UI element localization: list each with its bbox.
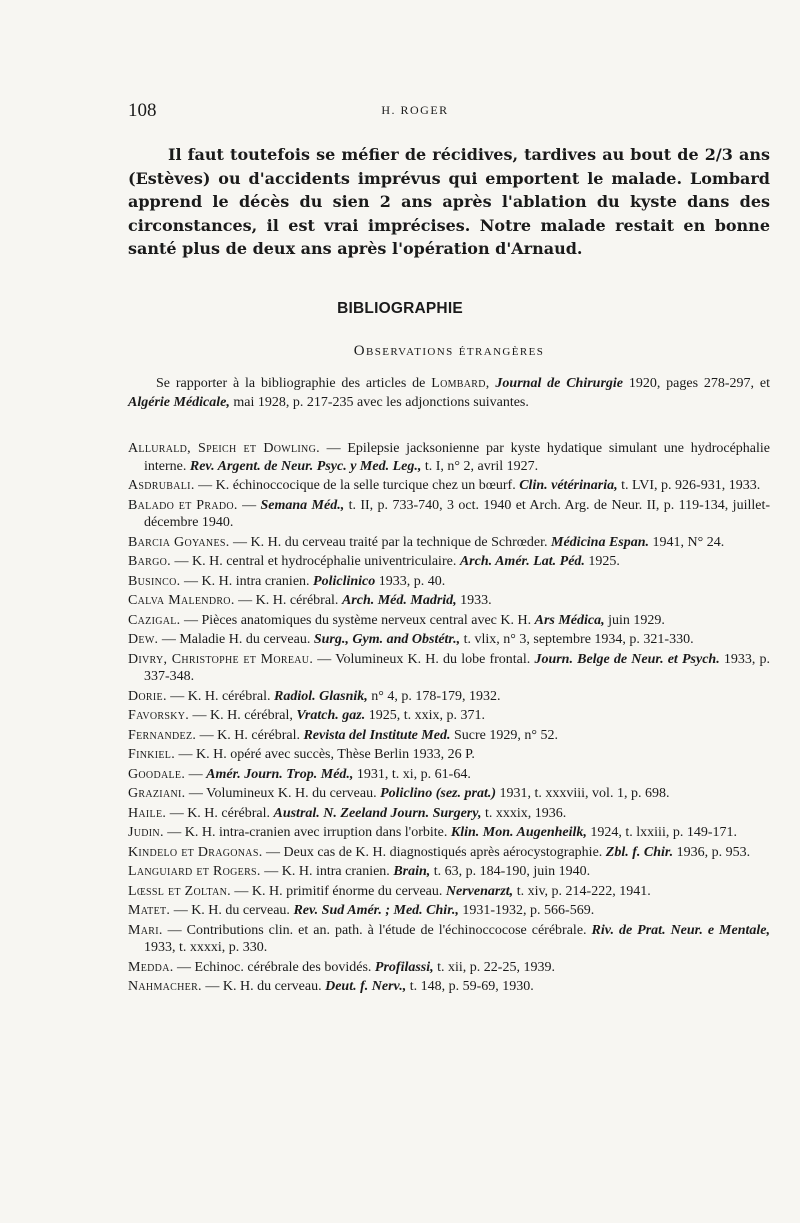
entry-text: — K. H. primitif énorme du cerveau. <box>230 883 446 899</box>
entry-source: Vratch. gaz. <box>296 708 366 723</box>
entry-source: Radiol. Glasnik, <box>274 688 368 704</box>
entry-source: Amér. Journ. Trop. Méd., <box>206 766 354 782</box>
bibliography-entry <box>128 534 770 552</box>
entry-text: — K. H. cérébral. <box>196 727 304 743</box>
entry-text: — K. H. cérébral. <box>234 593 342 608</box>
entry-authors: Fernandez. <box>128 727 197 743</box>
bibliography-entry <box>128 766 770 784</box>
entry-authors: Kindelo et Dragonas. <box>128 844 263 860</box>
bibliography-entry <box>128 440 770 475</box>
bibliography-entry <box>128 477 770 495</box>
bibliography-entry <box>128 883 770 901</box>
entry-text: — K. H. cérébral, <box>189 708 297 723</box>
entry-source: Zbl. f. Chir. <box>605 844 674 860</box>
entry-details: t. xxxix, 1936. <box>481 805 567 821</box>
entry-source: Clin. vétérinaria, <box>519 478 618 493</box>
bibliography-note <box>128 374 770 412</box>
entry-authors: Goodale. <box>128 766 186 782</box>
entry-source: Rev. Argent. de Neur. Psyc. y Med. Leg., <box>189 458 422 474</box>
entry-source: Arch. Amér. Lat. Péd. <box>459 554 585 569</box>
entry-details: t. 63, p. 184-190, juin 1940. <box>430 864 591 879</box>
entry-source: Journ. Belge de Neur. et Psych. <box>534 651 720 667</box>
section-title: BIBLIOGRAPHIE <box>337 300 463 317</box>
intro-text <box>128 143 770 261</box>
note-source-2: Algérie Médicale, <box>128 395 230 410</box>
entry-details: t. 148, p. 59-69, 1930. <box>406 979 534 994</box>
entry-text: — Volumineux K. H. du lobe frontal. <box>313 651 535 667</box>
entry-authors: Finkiel. <box>128 747 176 762</box>
bibliography-entry <box>128 746 770 764</box>
note-author: Lombard, <box>431 376 490 391</box>
entry-text: — K. H. cérébral. <box>166 688 275 704</box>
entry-text: — K. H. central et hydrocéphalie univentriculaire. <box>170 554 460 569</box>
bibliography-entry <box>128 651 770 686</box>
entry-details: 1925, t. xxix, p. 371. <box>365 708 485 723</box>
entry-source: Klin. Mon. Augenheilk, <box>450 825 587 840</box>
entry-details: 1933, p. 337-348. <box>144 651 771 684</box>
entry-details: t. xii, p. 22-25, 1939. <box>433 959 555 975</box>
entry-authors: Cazigal. <box>128 612 181 628</box>
note-source-1: Journal de Chirurgie <box>495 376 624 391</box>
entry-text: — K. H. intra cranien. <box>260 864 394 879</box>
bibliography-entry <box>128 922 770 957</box>
entry-details: 1933, p. 40. <box>375 573 446 589</box>
entry-details: n° 4, p. 178-179, 1932. <box>367 688 501 704</box>
bibliography-list <box>128 440 770 998</box>
page-header <box>128 100 702 122</box>
entry-text: — Echinoc. cérébrale des bovidés. <box>173 959 375 975</box>
entry-text: — K. H. du cerveau traité par la technique de Schrœder. <box>229 534 552 550</box>
entry-authors: Graziani. <box>128 786 186 801</box>
bibliography-entry <box>128 612 770 630</box>
entry-text: — <box>185 766 207 782</box>
bibliography-entry <box>128 805 770 823</box>
entry-authors: Dorie. <box>128 688 167 704</box>
bibliography-entry <box>128 844 770 862</box>
entry-source: Policlinico <box>313 573 376 589</box>
entry-details: t. vlix, n° 3, septembre 1934, p. 321-330. <box>460 632 694 647</box>
entry-details: 1931, t. xxxviii, vol. 1, p. 698. <box>496 786 670 801</box>
subsection-title: Observations étrangères <box>353 343 545 359</box>
entry-source: Profilassi, <box>374 959 434 975</box>
entry-text: — <box>237 497 261 513</box>
entry-source: Nervenarzt, <box>445 883 514 899</box>
entry-authors: Businco. <box>128 573 181 589</box>
entry-authors: Haile. <box>128 805 167 821</box>
entry-text: — K. H. du cerveau. <box>201 979 326 994</box>
entry-details: 1936, p. 953. <box>673 844 751 860</box>
entry-authors: Balado et Prado. <box>128 497 238 513</box>
entry-details: t. I, n° 2, avril 1927. <box>421 458 539 474</box>
bibliography-entry <box>128 592 770 610</box>
entry-authors: Bargo. <box>128 554 171 569</box>
entry-details: juin 1929. <box>604 612 665 628</box>
entry-text: — Pièces anatomiques du système nerveux central avec K. H. <box>180 612 535 628</box>
entry-source: Austral. N. Zeeland Journ. Surgery, <box>273 805 482 821</box>
entry-authors: Allurald, Speich et Dowling. <box>128 441 320 456</box>
bibliography-entry <box>128 959 770 977</box>
entry-source: Médicina Espan. <box>551 534 650 550</box>
entry-source: Ars Médica, <box>534 612 605 628</box>
page-number: 108 <box>128 100 157 121</box>
entry-source: Brain, <box>393 864 431 879</box>
entry-text: — K. H. du cerveau. <box>170 903 294 918</box>
entry-text: — K. H. opéré avec succès, Thèse Berlin 1933, 26 P. <box>175 747 475 762</box>
entry-details: 1931, t. xi, p. 61-64. <box>353 766 471 782</box>
entry-authors: Nahmacher. <box>128 979 202 994</box>
entry-text: — K. H. intra cranien. <box>180 573 314 589</box>
entry-source: Riv. de Prat. Neur. e Mentale, <box>591 922 770 938</box>
entry-text: — Deux cas de K. H. diagnostiqués après aérocystographie. <box>262 844 606 860</box>
entry-source: Rev. Sud Amér. ; Med. Chir., <box>293 903 459 918</box>
entry-text: — K. H. intra-cranien avec irruption dans l'orbite. <box>163 825 451 840</box>
entry-details: 1925. <box>584 554 620 569</box>
entry-text: — Contributions clin. et an. path. à l'étude de l'échinoccocose cérébrale. <box>162 922 592 938</box>
entry-authors: Matet. <box>128 903 171 918</box>
entry-details: t. LVI, p. 926-931, 1933. <box>617 478 761 493</box>
entry-source: Semana Méd., <box>260 497 345 513</box>
entry-text: — Volumineux K. H. du cerveau. <box>185 786 381 801</box>
entry-authors: Languiard et Rogers. <box>128 864 261 879</box>
entry-text: — Maladie H. du cerveau. <box>158 632 314 647</box>
entry-source: Revista del Institute Med. <box>303 727 451 743</box>
entry-source: Deut. f. Nerv., <box>325 979 407 994</box>
entry-source: Arch. Méd. Madrid, <box>341 593 457 608</box>
entry-details: 1933. <box>456 593 492 608</box>
intro-paragraph: Il faut toutefois se méfier de récidives, tardives au bout de 2/3 ans (Estèves) ou d'accidents imprévus qui emportent le malade. Lombard apprend le décès du sien 2 ans après l'ablation du kyste dans des circonstances, il est vrai imprécises. Notre malade restait en bonne santé plus de deux ans après l'opération d'Arnaud. <box>128 145 770 258</box>
entry-text: — Epilepsie jacksonienne par kyste hydatique simulant une hydrocéphalie interne. <box>144 441 771 474</box>
note-part-3: mai 1928, p. 217-235 avec les adjonctions suivantes. <box>229 395 529 410</box>
bibliography-entry <box>128 631 770 649</box>
entry-details: 1924, t. lxxiii, p. 149-171. <box>586 825 738 840</box>
bibliography-entry <box>128 688 770 706</box>
note-part-1: Se rapporter à la bibliographie des articles de <box>156 376 432 391</box>
entry-details: t. xiv, p. 214-222, 1941. <box>513 883 651 899</box>
bibliography-entry <box>128 785 770 803</box>
entry-text: — K. échinoccocique de la selle turcique chez un bœurf. <box>194 478 520 493</box>
entry-details: t. II, p. 733-740, 3 oct. 1940 et Arch. Arg. de Neur. II, p. 119-134, juillet-décembre 1940. <box>144 497 771 530</box>
entry-authors: Dew. <box>128 632 159 647</box>
entry-authors: Favorsky. <box>128 708 190 723</box>
bibliography-entry <box>128 824 770 842</box>
bibliography-entry <box>128 707 770 725</box>
entry-authors: Calva Malendro. <box>128 593 235 608</box>
entry-source: Surg., Gym. and Obstétr., <box>313 632 461 647</box>
entry-text: — K. H. cérébral. <box>166 805 274 821</box>
bibliography-entry <box>128 497 770 532</box>
entry-authors: Medda. <box>128 959 174 975</box>
entry-details: 1941, N° 24. <box>649 534 725 550</box>
bibliography-entry <box>128 573 770 591</box>
bibliography-entry <box>128 902 770 920</box>
entry-authors: Lœssl et Zoltan. <box>128 883 231 899</box>
entry-details: Sucre 1929, n° 52. <box>450 727 558 743</box>
entry-authors: Barcia Goyanes. <box>128 534 230 550</box>
entry-details: 1931-1932, p. 566-569. <box>458 903 595 918</box>
bibliography-entry <box>128 727 770 745</box>
entry-authors: Divry, Christophe et Moreau. <box>128 651 314 667</box>
entry-authors: Mari. <box>128 922 163 938</box>
bibliography-entry <box>128 553 770 571</box>
entry-authors: Asdrubali. <box>128 478 195 493</box>
entry-source: Policlino (sez. prat.) <box>380 786 496 801</box>
bibliography-entry <box>128 863 770 881</box>
entry-authors: Judin. <box>128 825 164 840</box>
note-part-2: 1920, pages 278-297, et <box>623 376 770 391</box>
running-head: H. ROGER <box>381 103 449 117</box>
bibliography-entry <box>128 978 770 996</box>
entry-details: 1933, t. xxxxi, p. 330. <box>144 940 268 955</box>
bibliography-note-paragraph <box>128 374 770 412</box>
